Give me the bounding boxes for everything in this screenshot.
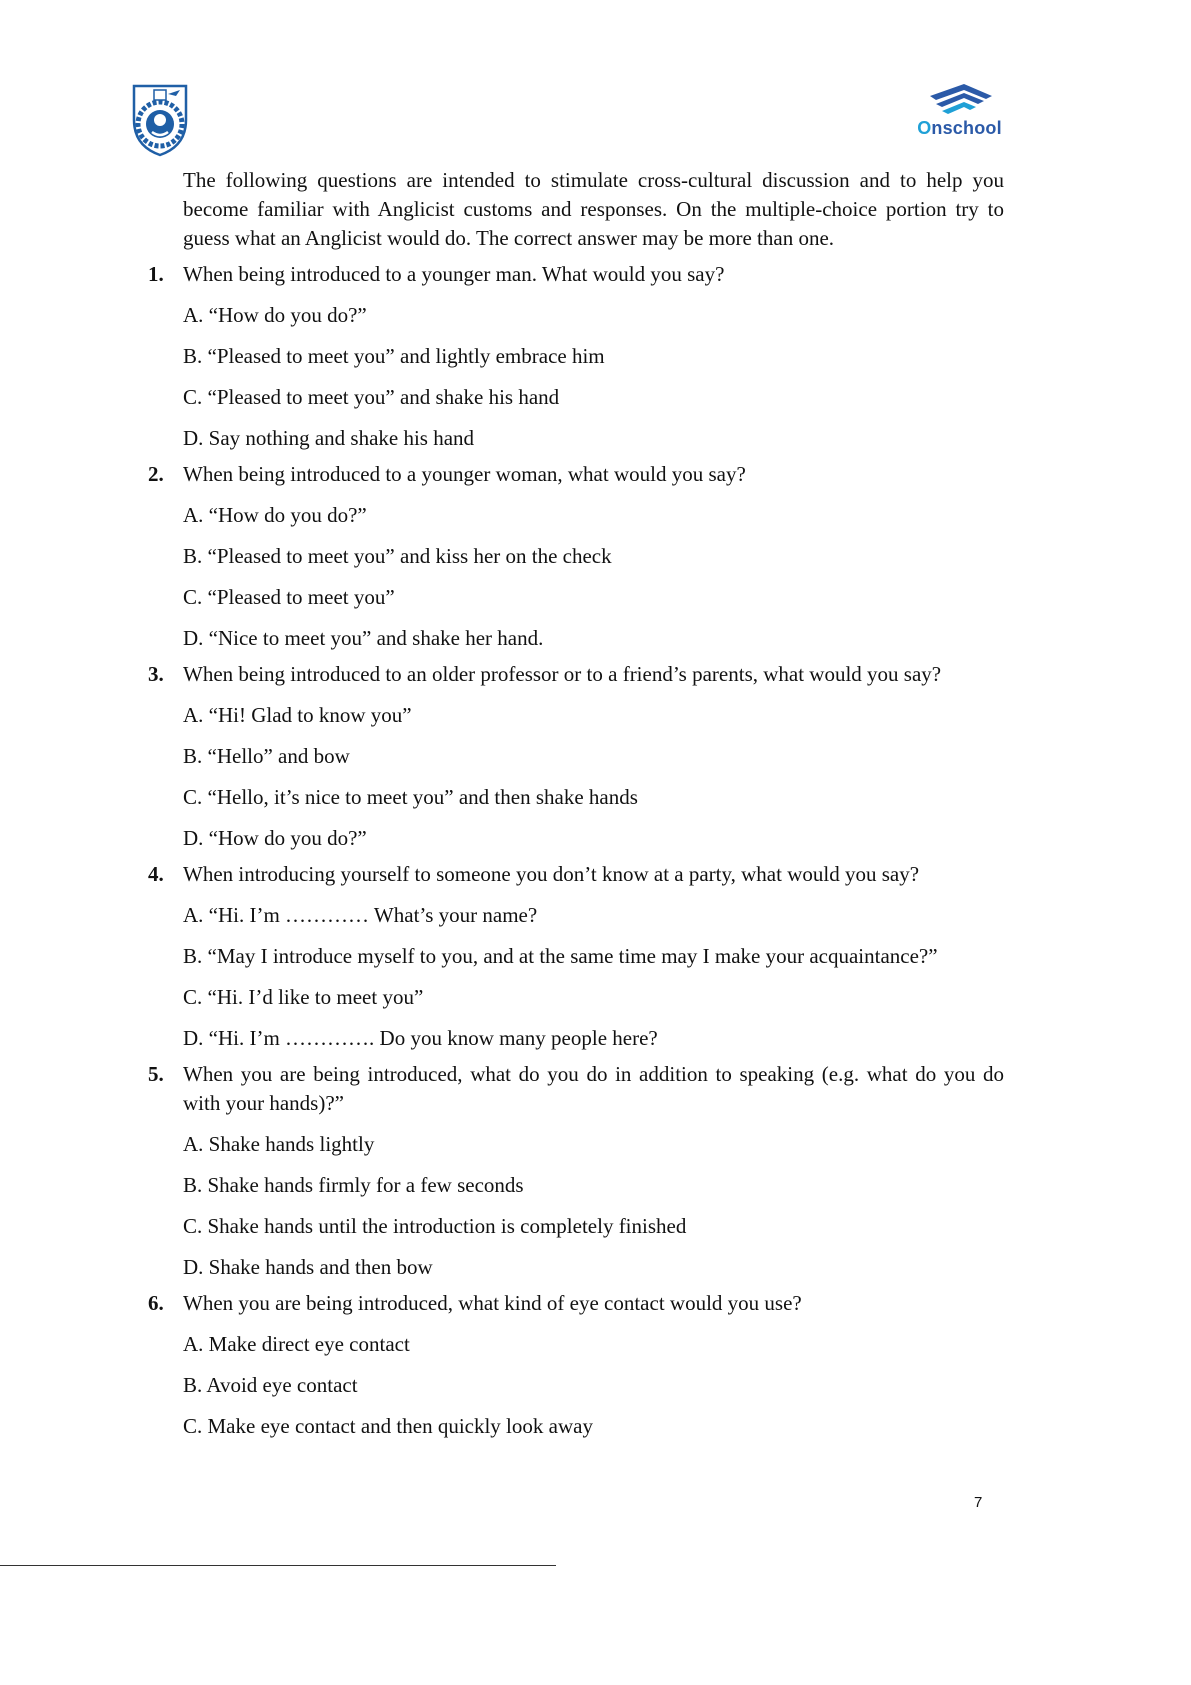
option-a: A. “How do you do?” xyxy=(183,503,367,527)
option-b: B. Shake hands firmly for a few seconds xyxy=(183,1173,524,1197)
option-d: D. “Nice to meet you” and shake her hand. xyxy=(183,626,544,650)
option-c: C. “Pleased to meet you” xyxy=(183,585,395,609)
question-number: 4. xyxy=(148,862,164,886)
option-b: B. “Pleased to meet you” and lightly embrace him xyxy=(183,344,605,368)
university-logo xyxy=(124,80,196,158)
option-a: A. “How do you do?” xyxy=(183,303,367,327)
option-d: D. Say nothing and shake his hand xyxy=(183,426,475,450)
document-body xyxy=(148,166,1004,1441)
option-c: C. “Pleased to meet you” and shake his hand xyxy=(183,385,560,409)
footer-divider xyxy=(0,1565,556,1566)
question-number: 3. xyxy=(148,662,164,686)
question-text: When being introduced to a younger woman, what would you say? xyxy=(183,462,746,486)
option-c: C. Shake hands until the introduction is completely finished xyxy=(183,1214,687,1238)
question-1 xyxy=(148,260,1004,453)
option-c: C. “Hello, it’s nice to meet you” and then shake hands xyxy=(183,785,638,809)
option-a: A. Shake hands lightly xyxy=(183,1132,375,1156)
option-b: B. “Pleased to meet you” and kiss her on the check xyxy=(183,544,612,568)
option-a: A. “Hi. I’m ………… What’s your name? xyxy=(183,903,538,927)
option-a: A. Make direct eye contact xyxy=(183,1332,410,1356)
option-b: B. “May I introduce myself to you, and at the same time may I make your acquaintance?” xyxy=(183,944,938,968)
question-4 xyxy=(148,860,1004,1053)
page-number: 7 xyxy=(974,1494,983,1511)
question-text: When you are being introduced, what kind of eye contact would you use? xyxy=(183,1291,802,1315)
option-c: C. “Hi. I’d like to meet you” xyxy=(183,985,424,1009)
question-3 xyxy=(148,660,1004,853)
question-number: 1. xyxy=(148,262,164,286)
onschool-logo-text: Onschool xyxy=(917,118,1002,138)
onschool-logo-mark xyxy=(912,80,1007,120)
option-c: C. Make eye contact and then quickly look away xyxy=(183,1414,593,1438)
question-number: 2. xyxy=(148,462,164,486)
question-text: When introducing yourself to someone you don’t know at a party, what would you say? xyxy=(183,862,920,886)
question-5 xyxy=(148,1060,1004,1282)
question-6 xyxy=(148,1289,1004,1441)
question-text: When you are being introduced, what do you do in addition to speaking (e.g. what do you do with your hands)?” xyxy=(183,1062,1004,1115)
onschool-logo xyxy=(912,80,1007,142)
question-number: 5. xyxy=(148,1062,164,1086)
option-a: A. “Hi! Glad to know you” xyxy=(183,703,412,727)
option-b: B. “Hello” and bow xyxy=(183,744,350,768)
option-b: B. Avoid eye contact xyxy=(183,1373,358,1397)
option-d: D. Shake hands and then bow xyxy=(183,1255,433,1279)
intro-paragraph: The following questions are intended to stimulate cross-cultural discussion and to help you become familiar with Anglicist customs and responses. On the multiple-choice portion try to guess what an Anglicist would do. The correct answer may be more than one. xyxy=(183,168,1004,250)
option-d: D. “Hi. I’m …………. Do you know many people here? xyxy=(183,1026,658,1050)
question-number: 6. xyxy=(148,1291,164,1315)
option-d: D. “How do you do?” xyxy=(183,826,367,850)
question-2 xyxy=(148,460,1004,653)
question-text: When being introduced to a younger man. What would you say? xyxy=(183,262,725,286)
question-text: When being introduced to an older professor or to a friend’s parents, what would you say? xyxy=(183,662,942,686)
